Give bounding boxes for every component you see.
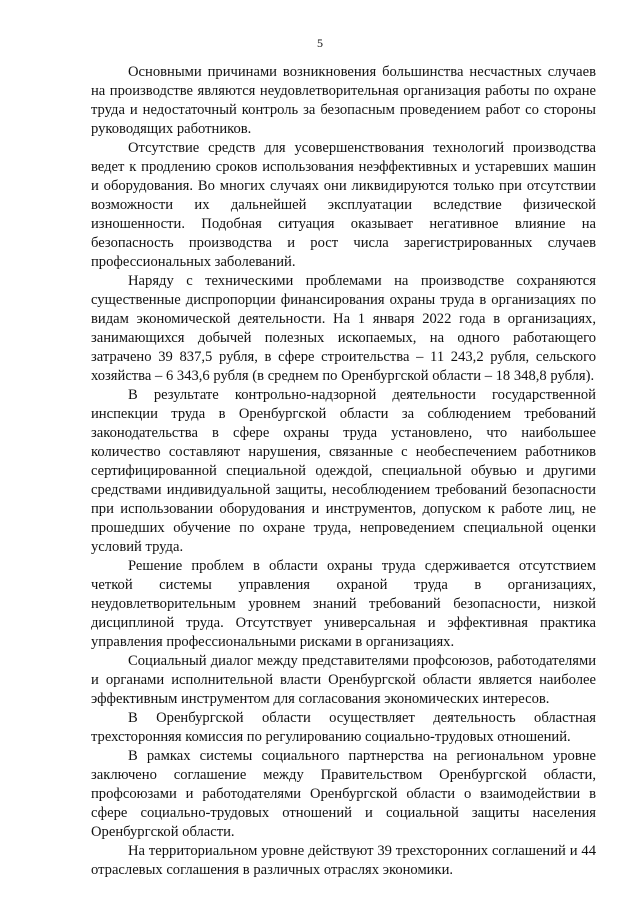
paragraph-accident-causes: Основными причинами возникновения большинства несчастных случаев на производстве являются неудовлетворительная организация работы по охране труда и недостаточный контроль за безопасным проведением работ со стороны руководящих работников. [91,64,596,137]
paragraph-inspection-results: В результате контрольно-надзорной деятельности государственной инспекции труда в Оренбургской области за соблюдением требований законодательства в сфере охраны труда установлено, что наибольшее количество составляют нарушения, связанные с необеспечением работников сертифицированной специальной одеждой, специальной обувью и другими средствами индивидуальной защиты, несоблюдением требований безопасности при использовании оборудования и инструментов, допуском к работе лиц, не прошедших обучение по охране труда, непроведением специальной оценки условий труда. [91,387,596,555]
document-body [91,63,596,880]
paragraph-funding-disproportion: Наряду с техническими проблемами на производстве сохраняются существенные диспропорции финансирования охраны труда в организациях по видам экономической деятельности. На 1 января 2022 года в организациях, занимающихся добычей полезных ископаемых, на одного работающего затрачено 39 837,5 рубля, в сфере строительства – 11 243,2 рубля, сельского хозяйства – 6 343,6 рубля (в среднем по Оренбургской области – 18 348,8 рубля). [91,273,596,384]
paragraph-outdated-equipment: Отсутствие средств для усовершенствования технологий производства ведет к продлению сроков использования неэффективных и устаревших машин и оборудования. Во многих случаях они ликвидируются только при отсутствии возможности их дальнейшей эксплуатации вследствие физической изношенности. Подобная ситуация оказывает негативное влияние на безопасность производства и рост числа зарегистрированных случаев профессиональных заболеваний. [91,140,596,270]
paragraph-management-problems: Решение проблем в области охраны труда сдерживается отсутствием четкой системы управления охраной труда в организациях, неудовлетворительным уровнем знаний требований безопасности, низкой дисциплиной труда. Отсутствует универсальная и эффективная практика управления профессиональными рисками в организациях. [91,558,596,650]
paragraph-territorial-agreements: На территориальном уровне действуют 39 трехсторонних соглашений и 44 отраслевых соглашения в различных отраслях экономики. [91,843,596,878]
paragraph-tripartite-commission: В Оренбургской области осуществляет деятельность областная трехсторонняя комиссия по регулированию социально-трудовых отношений. [91,710,596,745]
paragraph-regional-agreement: В рамках системы социального партнерства на региональном уровне заключено соглашение между Правительством Оренбургской области, профсоюзами и работодателями Оренбургской области о взаимодействии в сфере социально-трудовых отношений и социальной защиты населения Оренбургской области. [91,748,596,840]
page-number: 5 [317,36,323,50]
paragraph-social-dialogue: Социальный диалог между представителями профсоюзов, работодателями и органами исполнительной власти Оренбургской области является наиболее эффективным инструментом для согласования экономических интересов. [91,653,596,707]
